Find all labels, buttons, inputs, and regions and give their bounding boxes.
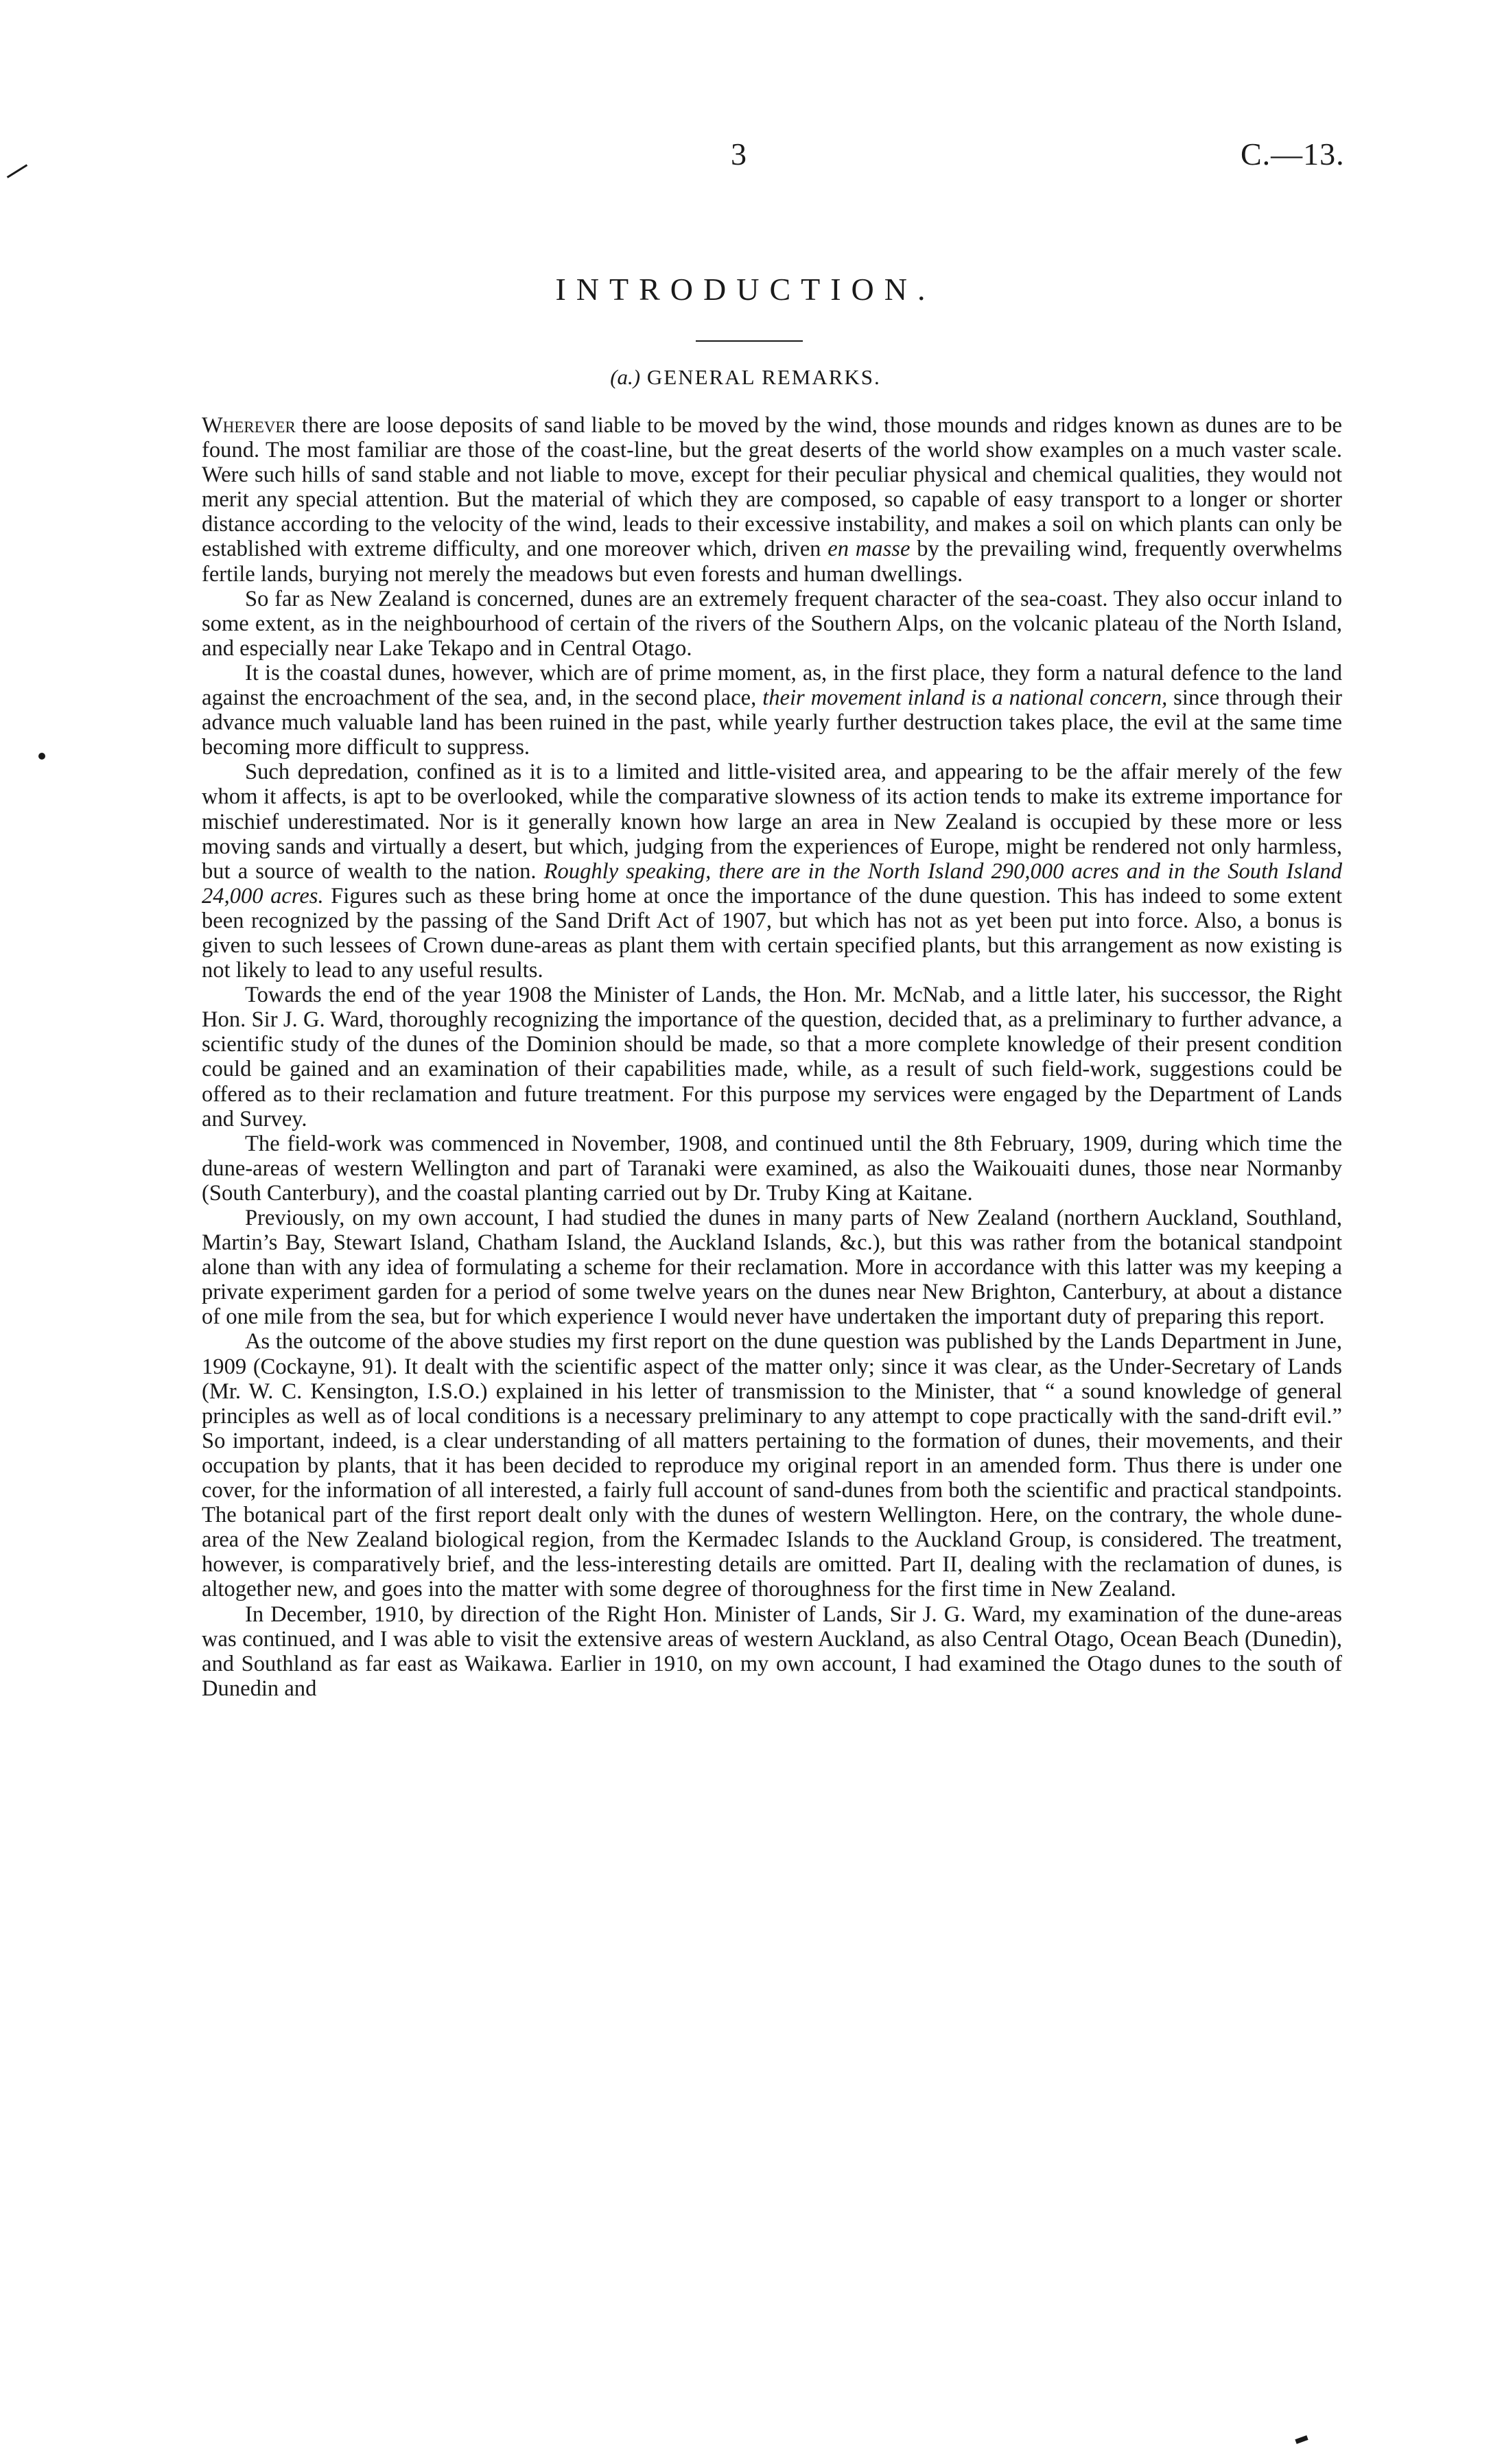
paragraph-text: Such depredation, confined as it is to a limited and little-visited area, and appearing to be the affair merely of the few whom it affects, is apt to be overlooked, while the comparative slowness of its action tends to make its extreme importance for mischief underestimated. Nor is it generally known how large an area in New Zealand is occupied by these more or less moving sands and virtually a desert, but which, judging from the experiences of Europe, might be rendered not only harmless, but a source of wealth to the nation. xyxy=(202,760,1342,884)
paragraph-8 xyxy=(202,1329,1342,1601)
paragraph-text: since through their advance much valuable land has been ruined in the past, while yearly further destruction takes place, the evil at the same time becoming more difficult to suppress. xyxy=(202,685,1342,760)
paragraph-text: As the outcome of the above studies my first report on the dune question was published by the Lands Department in June, 1909 (Cockayne, 91). It dealt with the scientific aspect of the matter only; since it was clear, as the Under-Secretary of Lands (Mr. W. C. Kensington, I.S.O.) explained in his letter of transmission to the Minister, that “ a sound knowledge of general principles as well as of local conditions is a necessary preliminary to any attempt to cope practically with the sand-drift evil.” So important, indeed, is a clear understanding of all matters pertaining to the formation of dunes, their movements, and their occupation by plants, that it has been decided to reproduce my original report in an amended form. Thus there is under one cover, for the information of all interested, a fairly full account of sand-dunes from both the scientific and practical standpoints. The botanical part of the first report dealt only with the dunes of western Wellington. Here, on the contrary, the whole dune-area of the New Zealand biological region, from the Kermadec Islands to the Auckland Group, is considered. The treatment, however, is comparatively brief, and the less-interesting details are omitted. Part II, dealing with the reclamation of dunes, is altogether new, and goes into the matter with some degree of thoroughness for the first time in New Zealand. xyxy=(202,1329,1342,1602)
paragraph-text: by the prevailing wind, frequently overwhelms fertile lands, burying not merely the meadows but even forests and human dwellings. xyxy=(202,537,1342,587)
page-title: INTRODUCTION. xyxy=(555,272,936,307)
paragraph-text: In December, 1910, by direction of the Right Hon. Minister of Lands, Sir J. G. Ward, my examination of the dune-areas was continued, and I was able to visit the extensive areas of western Auckland, as also Central Otago, Ocean Beach (Dunedin), and Southland as far east as Waikawa. Earlier in 1910, on my own account, I had examined the Otago dunes to the south of Dunedin and xyxy=(202,1601,1342,1701)
paragraph-text: The field-work was commenced in November, 1908, and continued until the 8th February, 1909, during which time the dune-areas of western Wellington and part of Taranaki were examined, as also the Waikouaiti dunes, those near Normanby (South Canterbury), and the coastal planting carried out by Dr. Truby King at Kaitane. xyxy=(202,1131,1342,1206)
lead-word: Wherever xyxy=(202,413,296,438)
footer-dash-mark xyxy=(1295,2435,1308,2444)
page-number: 3 xyxy=(731,137,747,172)
paragraph-7 xyxy=(202,1206,1342,1329)
paragraph-5 xyxy=(202,983,1342,1131)
paragraph-text: Previously, on my own account, I had studied the dunes in many parts of New Zealand (northern Auckland, Southland, Martin’s Bay, Stewart Island, Chatham Island, the Auckland Islands, &c.), but this was rather from the botanical standpoint alone than with any idea of formulating a scheme for their reclamation. More in accordance with this latter was my keeping a private experiment garden for a period of some twelve years on the dunes near New Brighton, Canterbury, at about a distance of one mile from the sea, but for which experience I would never have undertaken the important duty of preparing this report. xyxy=(202,1206,1342,1330)
paragraph-text: Figures such as these bring home at once the importance of the dune question. This has indeed to some extent been recognized by the passing of the Sand Drift Act of 1907, but which has not as yet been put into force. Also, a bonus is given to such lessees of Crown dune-areas as plant them with certain specified plants, but this arrangement as now existing is not likely to lead to any useful results. xyxy=(202,883,1342,983)
paragraph-2 xyxy=(202,587,1342,661)
paragraph-text: So far as New Zealand is concerned, dunes are an extremely frequent character of the sea-coast. They also occur inland to some extent, as in the neighbourhood of certain of the rivers of the Southern Alps, on the volcanic plateau of the North Island, and especially near Lake Tekapo and in Central Otago. xyxy=(202,586,1342,661)
paragraph-1 xyxy=(202,413,1342,587)
paragraph-9 xyxy=(202,1602,1342,1701)
paragraph-text: It is the coastal dunes, however, which are of prime moment, as, in the first place, they form a natural defence to the land against the encroachment of the sea, and, in the second place, xyxy=(202,660,1342,711)
body-text xyxy=(202,413,1342,1701)
paragraph-3 xyxy=(202,661,1342,760)
subheading-text: GENERAL REMARKS. xyxy=(646,365,881,389)
subheading-label: (a.) xyxy=(610,365,641,389)
italic-phrase: en masse xyxy=(827,537,911,562)
section-subheading xyxy=(0,365,1491,390)
paragraph-6 xyxy=(202,1131,1342,1206)
italic-phrase: Roughly speaking, there are in the North Island 290,000 acres and in the South Island 24,000 acres. xyxy=(202,858,1342,908)
italic-phrase: their movement inland is a national concern, xyxy=(762,685,1168,711)
margin-tick-mark xyxy=(7,164,27,178)
title-divider xyxy=(696,340,803,342)
paragraph-4 xyxy=(202,760,1342,983)
margin-dot-mark xyxy=(38,753,45,760)
paragraph-text: there are loose deposits of sand liable to be moved by the wind, those mounds and ridges known as dunes are to be found. The most familiar are those of the coast-line, but the great deserts of the world show examples on a much vaster scale. Were such hills of sand stable and not liable to move, except for their peculiar physical and chemical qualities, they would not merit any special attention. But the material of which they are composed, so capable of easy transport to a longer or shorter distance according to the velocity of the wind, leads to their excessive instability, and makes a soil on which plants can only be established with extreme difficulty, and one moreover which, driven xyxy=(202,413,1342,562)
document-reference: C.—13. xyxy=(1241,137,1345,172)
paragraph-text: Towards the end of the year 1908 the Minister of Lands, the Hon. Mr. McNab, and a little later, his successor, the Right Hon. Sir J. G. Ward, thoroughly recognizing the importance of the question, decided that, as a preliminary to further advance, a scientific study of the dunes of the Dominion should be made, so that a more complete knowledge of their present condition could be gained and an examination of their capabilities made, while, as a result of such field-work, suggestions could be offered as to their reclamation and future treatment. For this purpose my services were engaged by the Department of Lands and Survey. xyxy=(202,983,1342,1131)
